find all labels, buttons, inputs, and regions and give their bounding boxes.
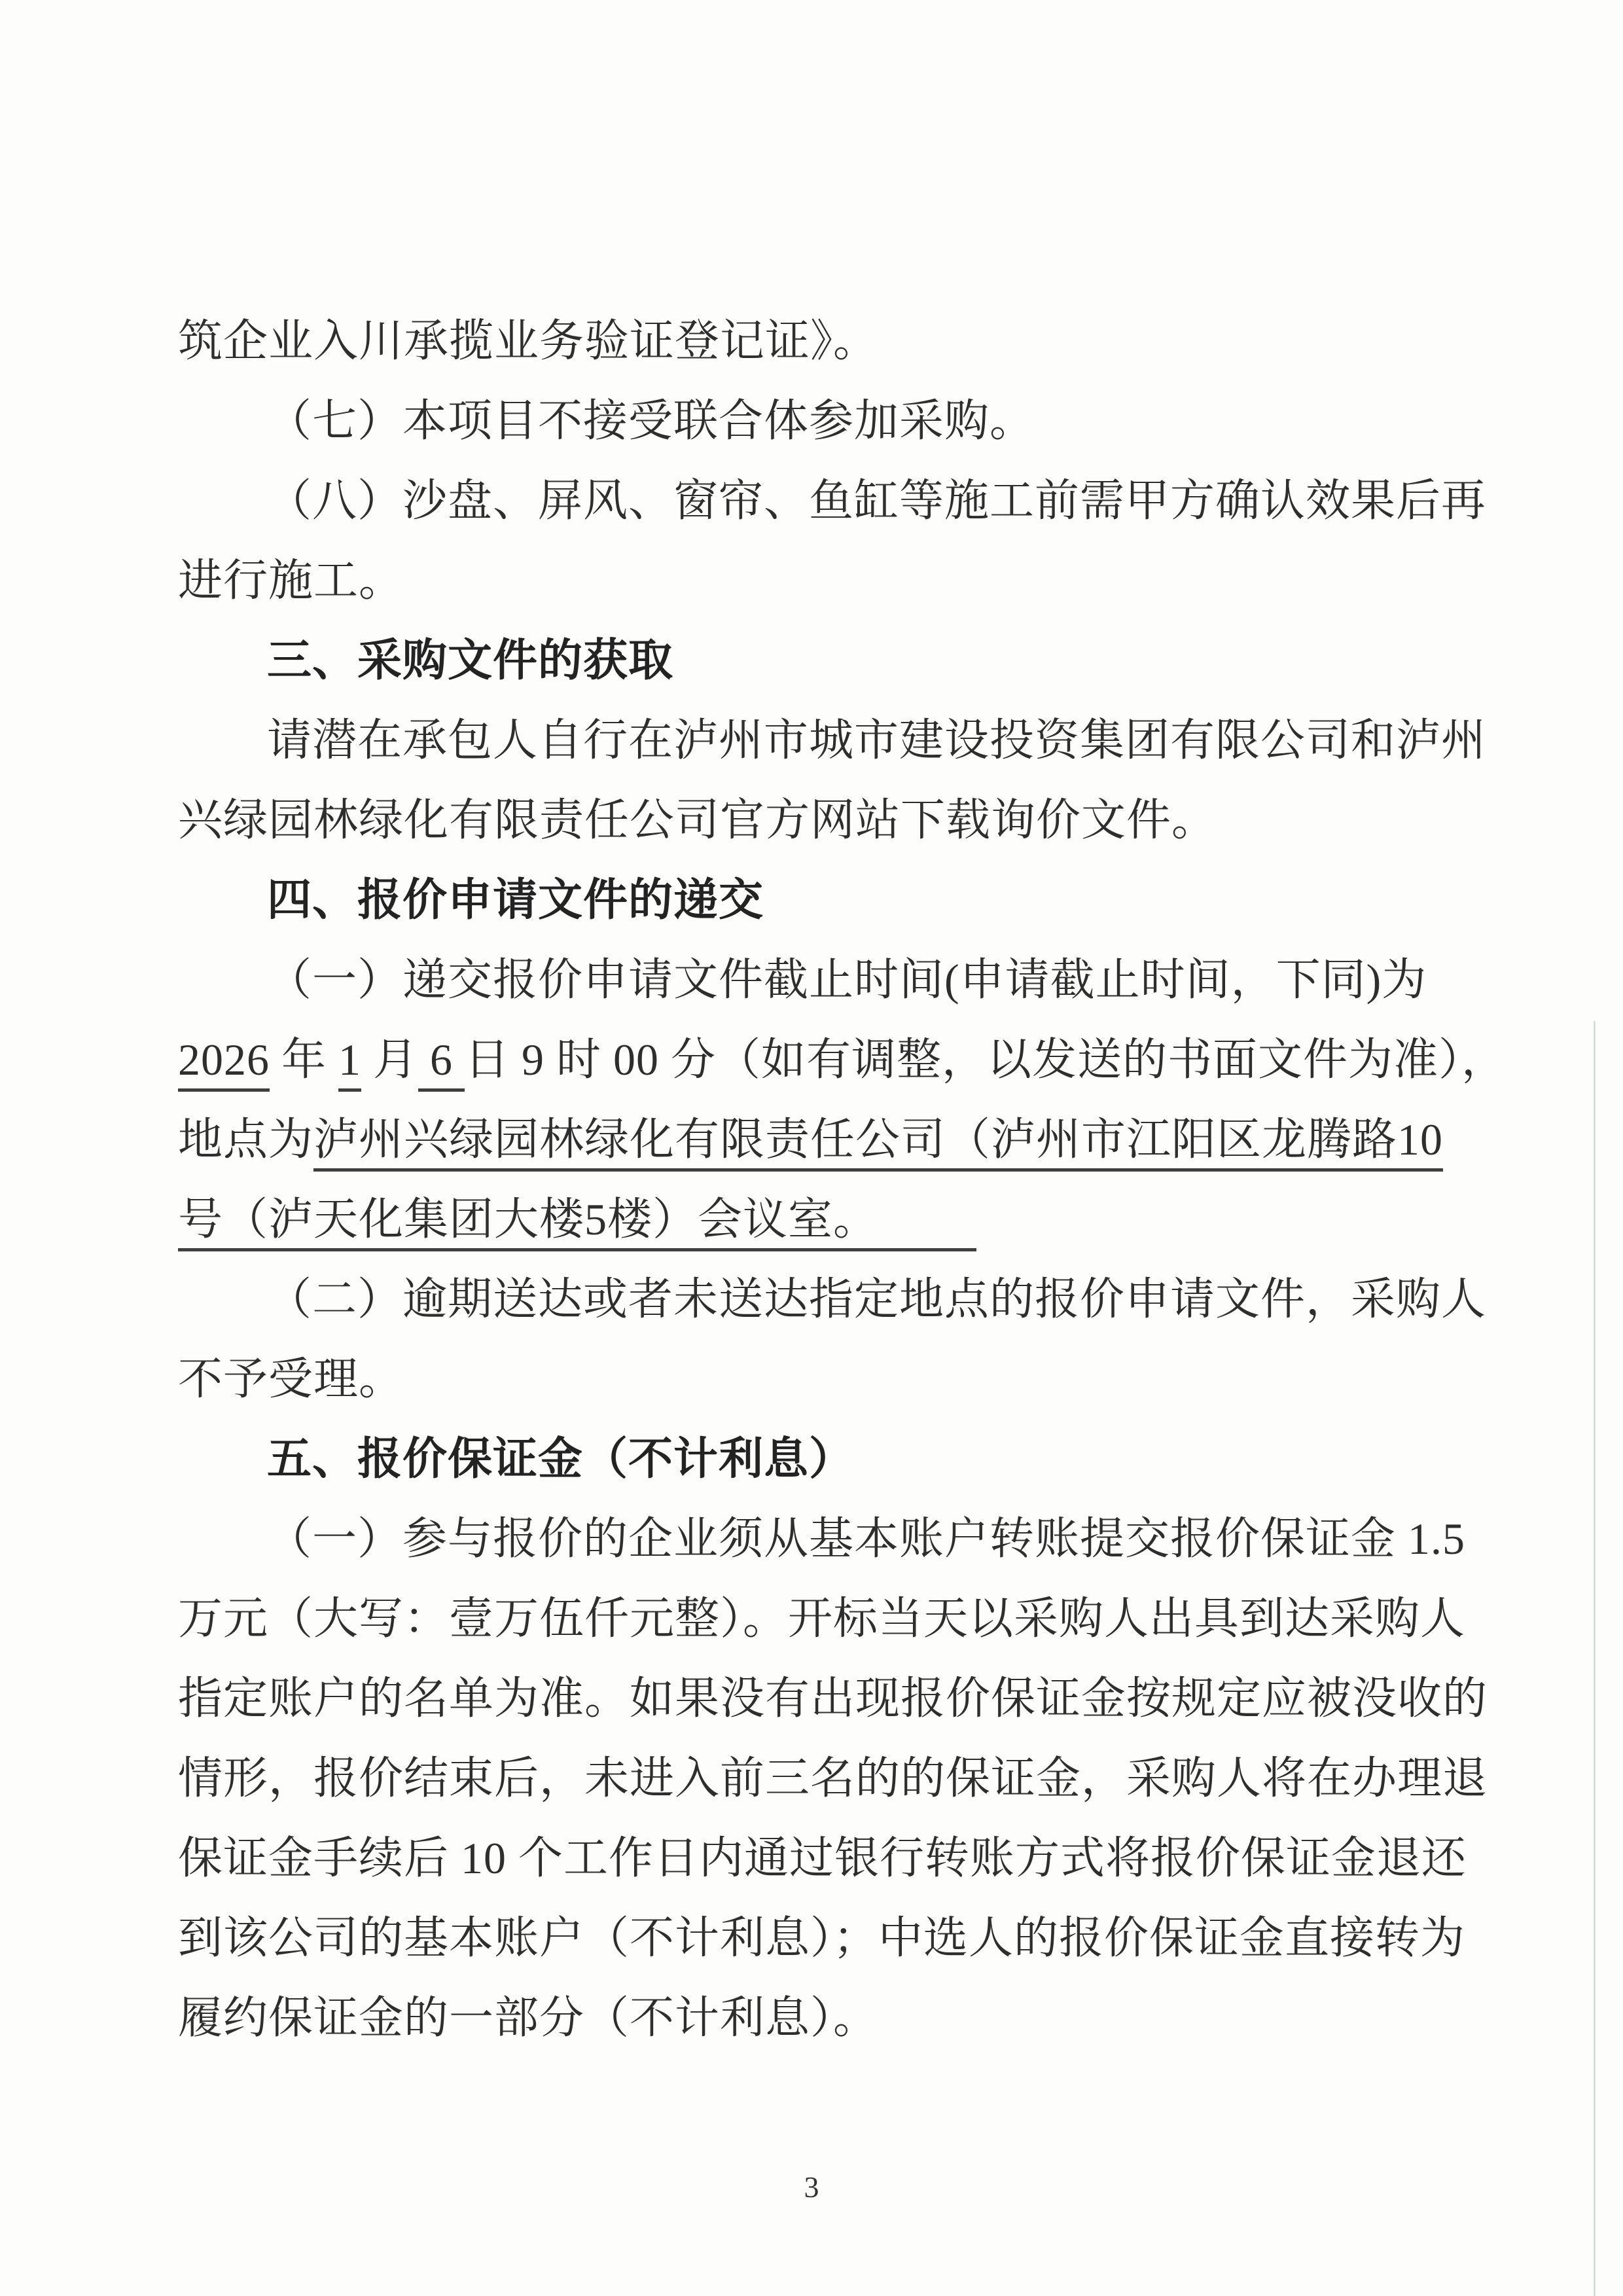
deadline-line	[178, 1020, 1507, 1100]
address-line	[178, 1100, 1466, 1179]
text-line: 到该公司的基本账户（不计利息）；中选人的报价保证金直接转为	[178, 1913, 1466, 1963]
text-line: 兴绿园林绿化有限责任公司官方网站下载询价文件。	[178, 795, 1217, 845]
text-line: （八）沙盘、屏风、窗帘、鱼缸等施工前需甲方确认效果后再	[267, 476, 1487, 526]
text-line: 进行施工。	[178, 556, 404, 605]
page-number: 3	[804, 2170, 819, 2204]
text-line: 履约保证金的一部分（不计利息）。	[178, 1993, 879, 2043]
section-heading-4: 四、报价申请文件的递交	[267, 875, 764, 925]
text-line: （七）本项目不接受联合体参加采购。	[267, 396, 1035, 446]
text-run: 日 9 时 00 分（如有调整，以发送的书面文件为准），	[465, 1035, 1507, 1085]
text-line: 情形，报价结束后，未进入前三名的的保证金，采购人将在办理退	[178, 1753, 1488, 1803]
section-heading-3: 三、采购文件的获取	[267, 636, 674, 685]
text-run: 年	[270, 1035, 339, 1085]
address-underlined: 号（泸天化集团大楼5楼）会议室。	[178, 1194, 976, 1251]
deadline-year: 2026	[178, 1035, 270, 1092]
text-line: （一）参与报价的企业须从基本账户转账提交报价保证金 1.5	[267, 1514, 1466, 1564]
scanner-artifact-line	[1594, 1021, 1596, 2296]
deadline-month: 1	[338, 1035, 361, 1092]
text-run: 地点为	[178, 1115, 314, 1164]
text-line: （一）递交报价申请文件截止时间(申请截止时间，下同)为	[267, 955, 1427, 1005]
text-line: 保证金手续后 10 个工作日内通过银行转账方式将报价保证金退还	[178, 1833, 1467, 1883]
address-underlined: 泸州兴绿园林绿化有限责任公司（泸州市江阳区龙腾路10	[313, 1115, 1443, 1172]
text-line: 筑企业入川承揽业务验证登记证》。	[178, 316, 879, 366]
section-heading-5: 五、报价保证金（不计利息）	[267, 1434, 855, 1484]
text-line: 不予受理。	[178, 1354, 404, 1404]
deadline-day: 6	[418, 1035, 465, 1092]
text-line: 请潜在承包人自行在泸州市城市建设投资集团有限公司和泸州	[267, 715, 1487, 765]
text-line: 指定账户的名单为准。如果没有出现报价保证金按规定应被没收的	[178, 1674, 1488, 1723]
text-line: 万元（大写：壹万伍仟元整）。开标当天以采购人出具到达采购人	[178, 1594, 1466, 1643]
text-run: 月	[361, 1035, 419, 1085]
address-line	[178, 1179, 1466, 1259]
text-line: （二）逾期送达或者未送达指定地点的报价申请文件，采购人	[267, 1274, 1487, 1324]
